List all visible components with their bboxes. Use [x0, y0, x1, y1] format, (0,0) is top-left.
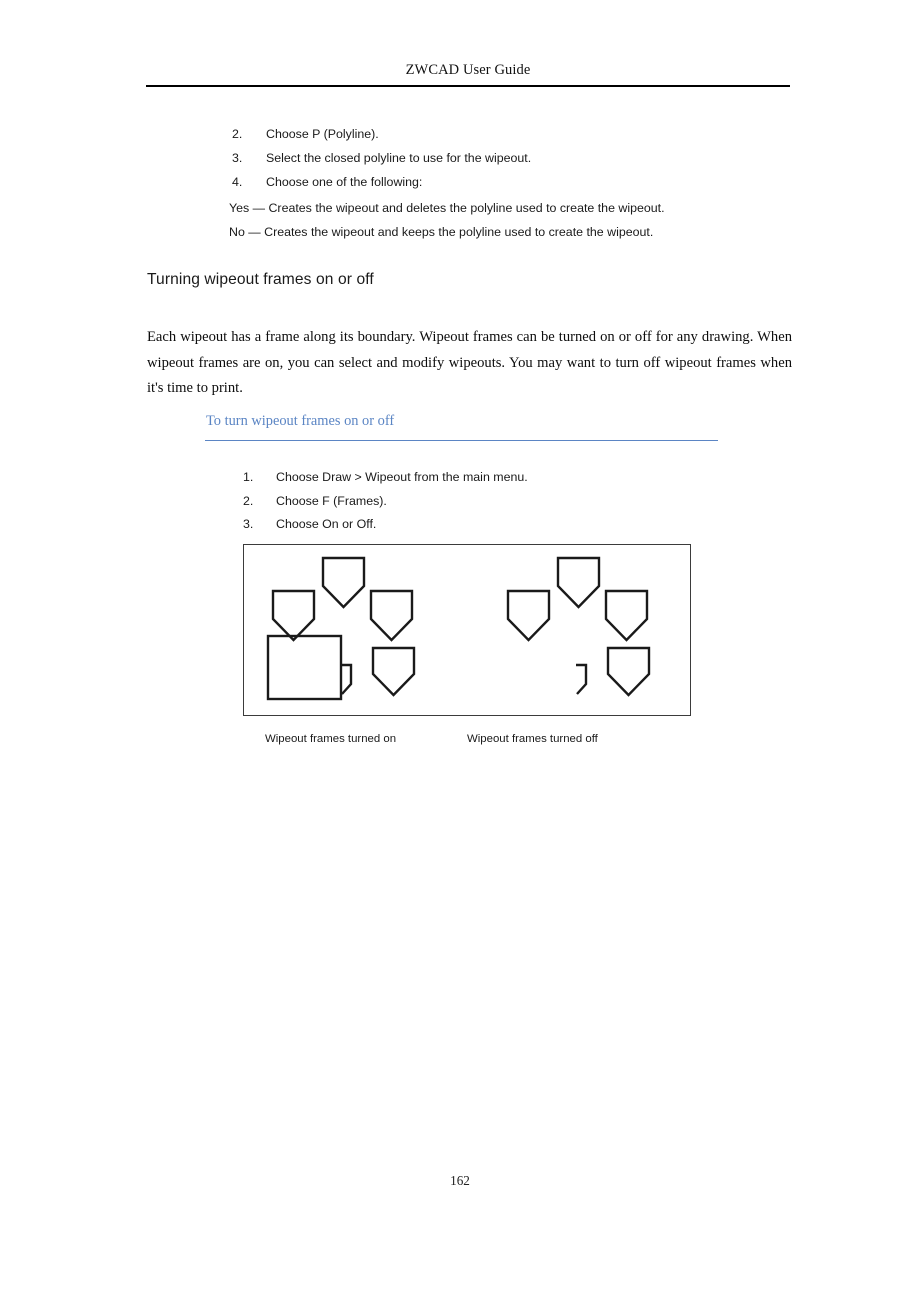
page-number: 162: [450, 1173, 470, 1188]
figure-illustration: [243, 544, 691, 716]
shield-shape: [606, 591, 647, 640]
procedure-heading: To turn wipeout frames on or off: [206, 413, 395, 429]
shield-shape: [371, 591, 412, 640]
list-item-text: Choose F (Frames).: [276, 493, 387, 508]
shield-shape: [508, 591, 549, 640]
definition-no: No — Creates the wipeout and keeps the polyline used to create the wipeout.: [229, 225, 654, 239]
list-item-number: 4.: [232, 175, 243, 189]
figure-caption-left: Wipeout frames turned on: [265, 733, 397, 745]
shield-shape: [373, 648, 414, 695]
option-definitions: [229, 196, 809, 244]
page-header-title: ZWCAD User Guide: [405, 62, 531, 78]
list-item-text: Choose Draw > Wipeout from the main menu.: [276, 470, 528, 484]
figure-captions: [243, 733, 691, 751]
list-item: [243, 490, 783, 514]
list-item-text: Select the closed polyline to use for the wipeout.: [266, 151, 532, 165]
section-heading: Turning wipeout frames on or off: [147, 271, 374, 288]
definition-yes: Yes — Creates the wipeout and deletes the polyline used to create the wipeout.: [229, 201, 665, 215]
list-item: [243, 513, 783, 537]
clipped-shield-fragment: [341, 665, 351, 694]
list-item: [232, 122, 792, 146]
procedure-divider: [205, 440, 718, 441]
list-item: [232, 146, 792, 170]
wipeout-figure: [243, 544, 691, 716]
list-item-number: 1.: [243, 470, 254, 484]
list-item: [243, 466, 783, 490]
list-item-text: Choose On or Off.: [276, 517, 377, 531]
section-paragraph: Each wipeout has a frame along its boundary. Wipeout frames can be turned on or off for any drawing. When wipeout frames are on, you can select and modify wipeouts. You may want to turn off wipeout frames when it's time to print.: [147, 329, 792, 396]
list-item-text: Choose P (Polyline).: [266, 127, 379, 141]
clipped-shield-fragment: [576, 665, 586, 694]
shield-shape: [558, 558, 599, 607]
steps-continued-list: [232, 122, 792, 194]
list-item-number: 2.: [243, 493, 254, 508]
list-item: [232, 170, 792, 194]
rectangle-wipeout-frame: [268, 636, 341, 699]
header-divider: [146, 85, 790, 87]
list-item-text: Choose one of the following:: [266, 175, 423, 189]
list-item-number: 3.: [232, 151, 243, 165]
shield-shape: [273, 591, 314, 640]
list-item-number: 2.: [232, 127, 243, 141]
procedure-steps-list: [243, 466, 783, 537]
shield-shape: [608, 648, 649, 695]
list-item-number: 3.: [243, 517, 254, 531]
figure-caption-right: Wipeout frames turned off: [467, 733, 598, 745]
shield-shape: [323, 558, 364, 607]
